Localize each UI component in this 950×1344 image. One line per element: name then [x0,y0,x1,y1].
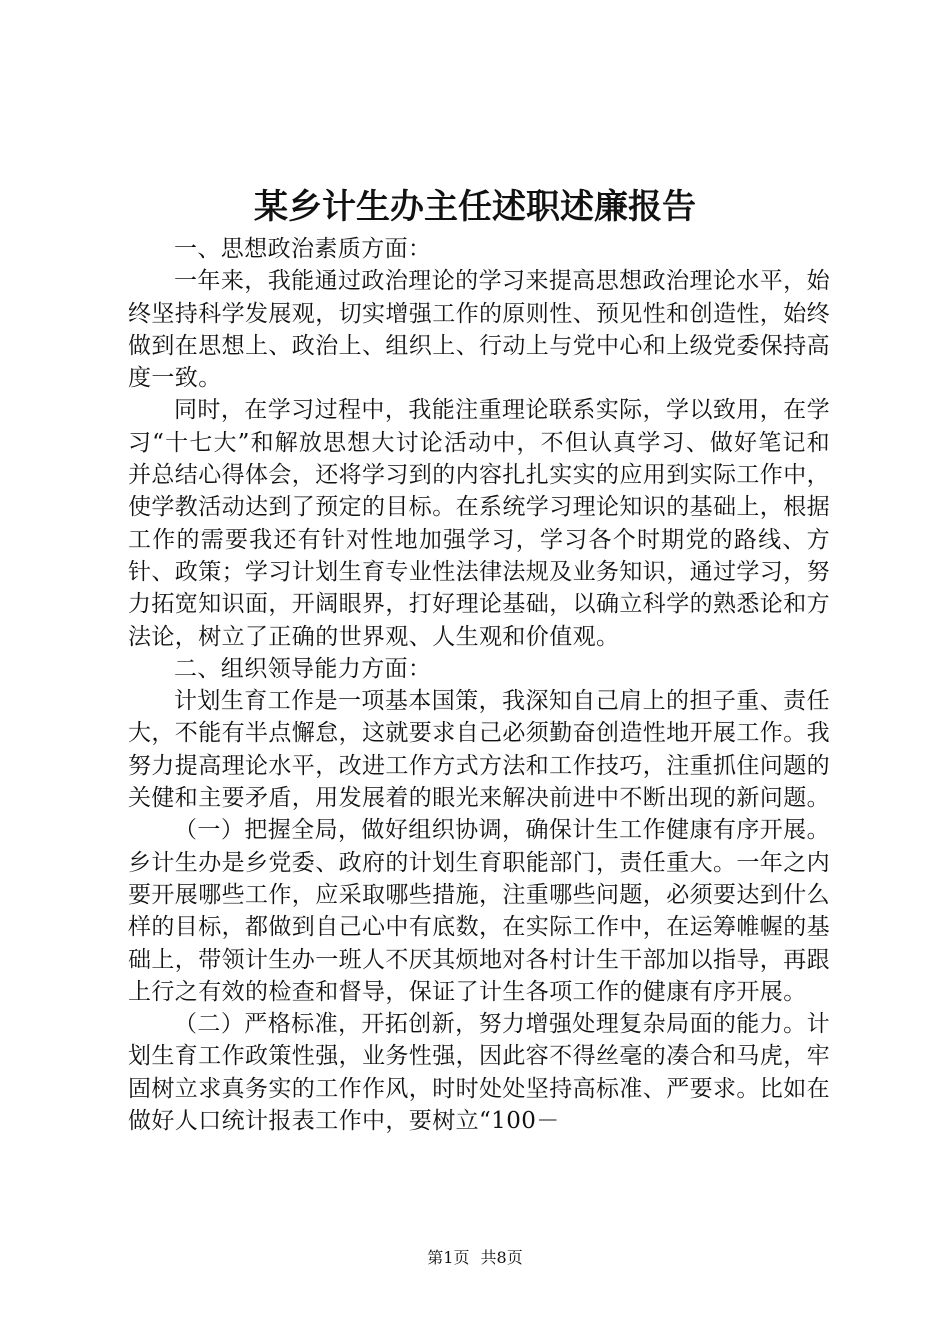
paragraph-family-planning: 计划生育工作是一项基本国策，我深知自己肩上的担子重、责任大，不能有半点懈怠，这就要求自己必须勤奋创造性地开展工作。我努力提高理论水平，改进工作方式方法和工作技巧，注重抓住问题的关健和主要矛盾，用发展着的眼光来解决前进中不断出现的新问题。 [128,688,830,812]
page-footer [0,1248,950,1268]
paragraph-strict-standards: （二）严格标准，开拓创新，努力增强处理复杂局面的能力。计划生育工作政策性强，业务性强，因此容不得丝毫的凑合和马虎，牢固树立求真务实的工作作风，时时处处坚持高标准、严要求。比如在做好人口统计报表工作中，要树立“100－ [128,1011,830,1135]
paragraph-overall-coordination: （一）把握全局，做好组织协调，确保计生工作健康有序开展。乡计生办是乡党委、政府的计划生育职能部门，责任重大。一年之内要开展哪些工作，应采取哪些措施，注重哪些问题，必须要达到什么样的目标，都做到自己心中有底数，在实际工作中，在运筹帷幄的基础上，带领计生办一班人不厌其烦地对各村计生干部加以指导，再跟上行之有效的检查和督导，保证了计生各项工作的健康有序开展。 [128,817,830,1005]
section-heading-ideology: 一、思想政治素质方面： [174,236,432,262]
page-total: 共8页 [480,1248,523,1267]
document-title: 某乡计生办主任述职述廉报告 [254,187,696,227]
paragraph-study-theory: 一年来，我能通过政治理论的学习来提高思想政治理论水平，始终坚持科学发展观，切实增强工作的原则性、预见性和创造性，始终做到在思想上、政治上、组织上、行动上与党中心和上级党委保持高度一致。 [128,268,830,392]
page-number: 第1页 [427,1248,470,1267]
document-body [128,233,830,1137]
section-heading-leadership: 二、组织领导能力方面： [174,655,432,682]
paragraph-learning-practice: 同时，在学习过程中，我能注重理论联系实际，学以致用，在学习“十七大”和解放思想大讨论活动中，不但认真学习、做好笔记和并总结心得体会，还将学习到的内容扎扎实实的应用到实际工作中，使学教活动达到了预定的目标。在系统学习理论知识的基础上，根据工作的需要我还有针对性地加强学习，学习各个时期党的路线、方针、政策；学习计划生育专业性法律法规及业务知识，通过学习，努力拓宽知识面，开阔眼界，打好理论基础，以确立科学的熟悉论和方法论，树立了正确的世界观、人生观和价值观。 [128,397,830,650]
